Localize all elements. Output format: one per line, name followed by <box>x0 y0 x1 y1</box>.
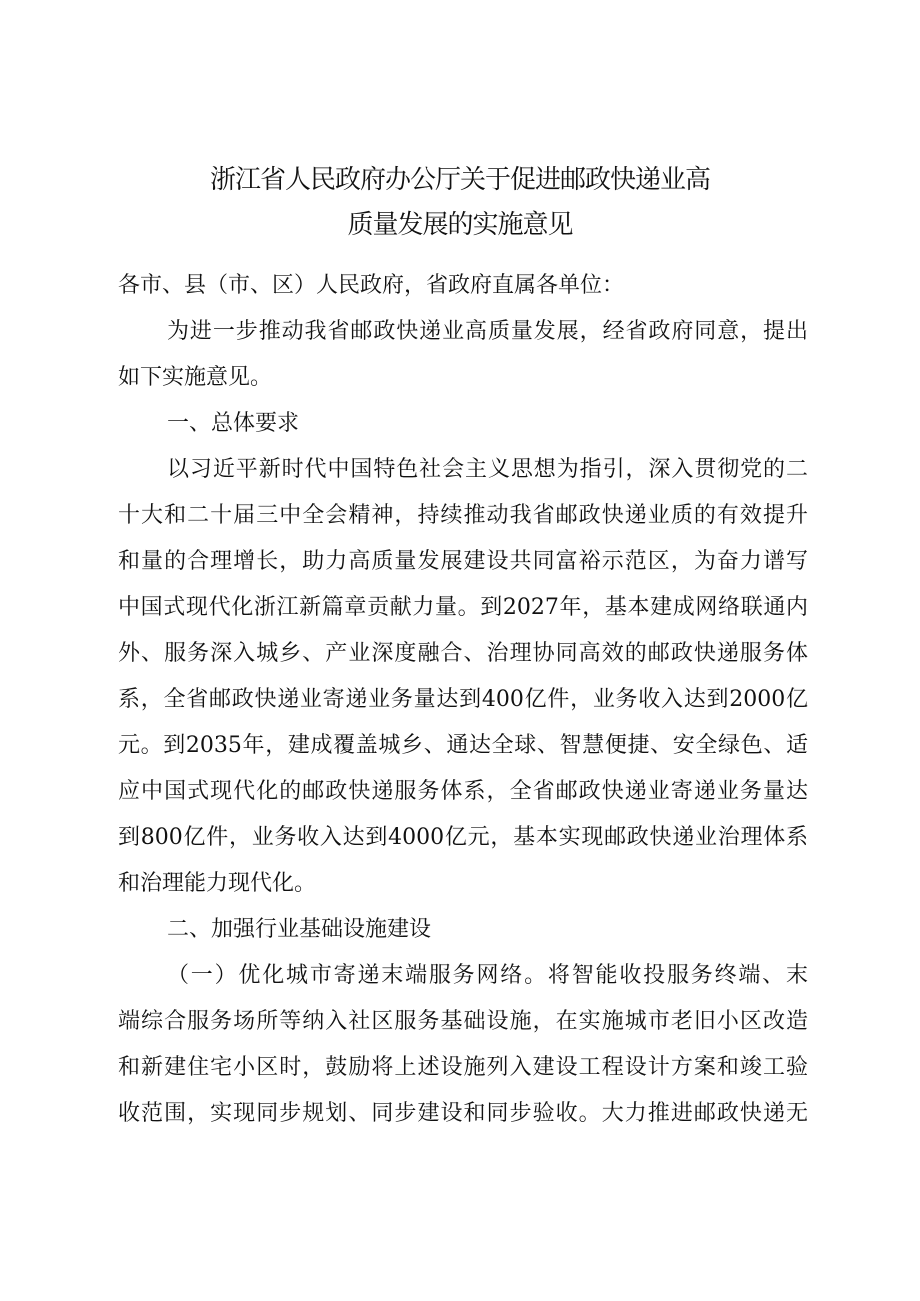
body-line: 和量的合理增长，助力高质量发展建设共同富裕示范区，为奋力谱写 <box>118 549 808 574</box>
intro-line: 如下实施意见。 <box>118 365 273 390</box>
body-line: 以习近平新时代中国特色社会主义思想为指引，深入贯彻党的二 <box>167 457 808 482</box>
salutation: 各市、县（市、区）人民政府，省政府直属各单位： <box>118 273 625 298</box>
body-line: 应中国式现代化的邮政快递服务体系，全省邮政快递业寄递业务量达 <box>118 779 808 804</box>
section-heading-2: 二、加强行业基础设施建设 <box>167 917 432 942</box>
body-line: （一）优化城市寄递末端服务网络。将智能收投服务终端、末 <box>167 963 808 988</box>
body-line: 和治理能力现代化。 <box>118 871 317 896</box>
body-line: 到800亿件，业务收入达到4000亿元，基本实现邮政快递业治理体系 <box>118 825 808 850</box>
body-line: 端综合服务场所等纳入社区服务基础设施，在实施城市老旧小区改造 <box>118 1009 808 1034</box>
body-line: 元。到2035年，建成覆盖城乡、通达全球、智慧便捷、安全绿色、适 <box>118 733 808 758</box>
section-heading-1: 一、总体要求 <box>167 411 300 436</box>
document-title-line-2: 质量发展的实施意见 <box>347 210 573 240</box>
body-line: 收范围，实现同步规划、同步建设和同步验收。大力推进邮政快递无 <box>118 1101 808 1126</box>
document-title-line-1: 浙江省人民政府办公厅关于促进邮政快递业高 <box>209 165 710 195</box>
body-line: 中国式现代化浙江新篇章贡献力量。到2027年，基本建成网络联通内 <box>118 595 808 620</box>
body-line: 系，全省邮政快递业寄递业务量达到400亿件，业务收入达到2000亿 <box>118 687 808 712</box>
intro-line: 为进一步推动我省邮政快递业高质量发展，经省政府同意，提出 <box>167 319 808 344</box>
body-line: 外、服务深入城乡、产业深度融合、治理协同高效的邮政快递服务体 <box>118 641 808 666</box>
body-line: 和新建住宅小区时，鼓励将上述设施列入建设工程设计方案和竣工验 <box>118 1055 808 1080</box>
body-line: 十大和二十届三中全会精神，持续推动我省邮政快递业质的有效提升 <box>118 503 808 528</box>
